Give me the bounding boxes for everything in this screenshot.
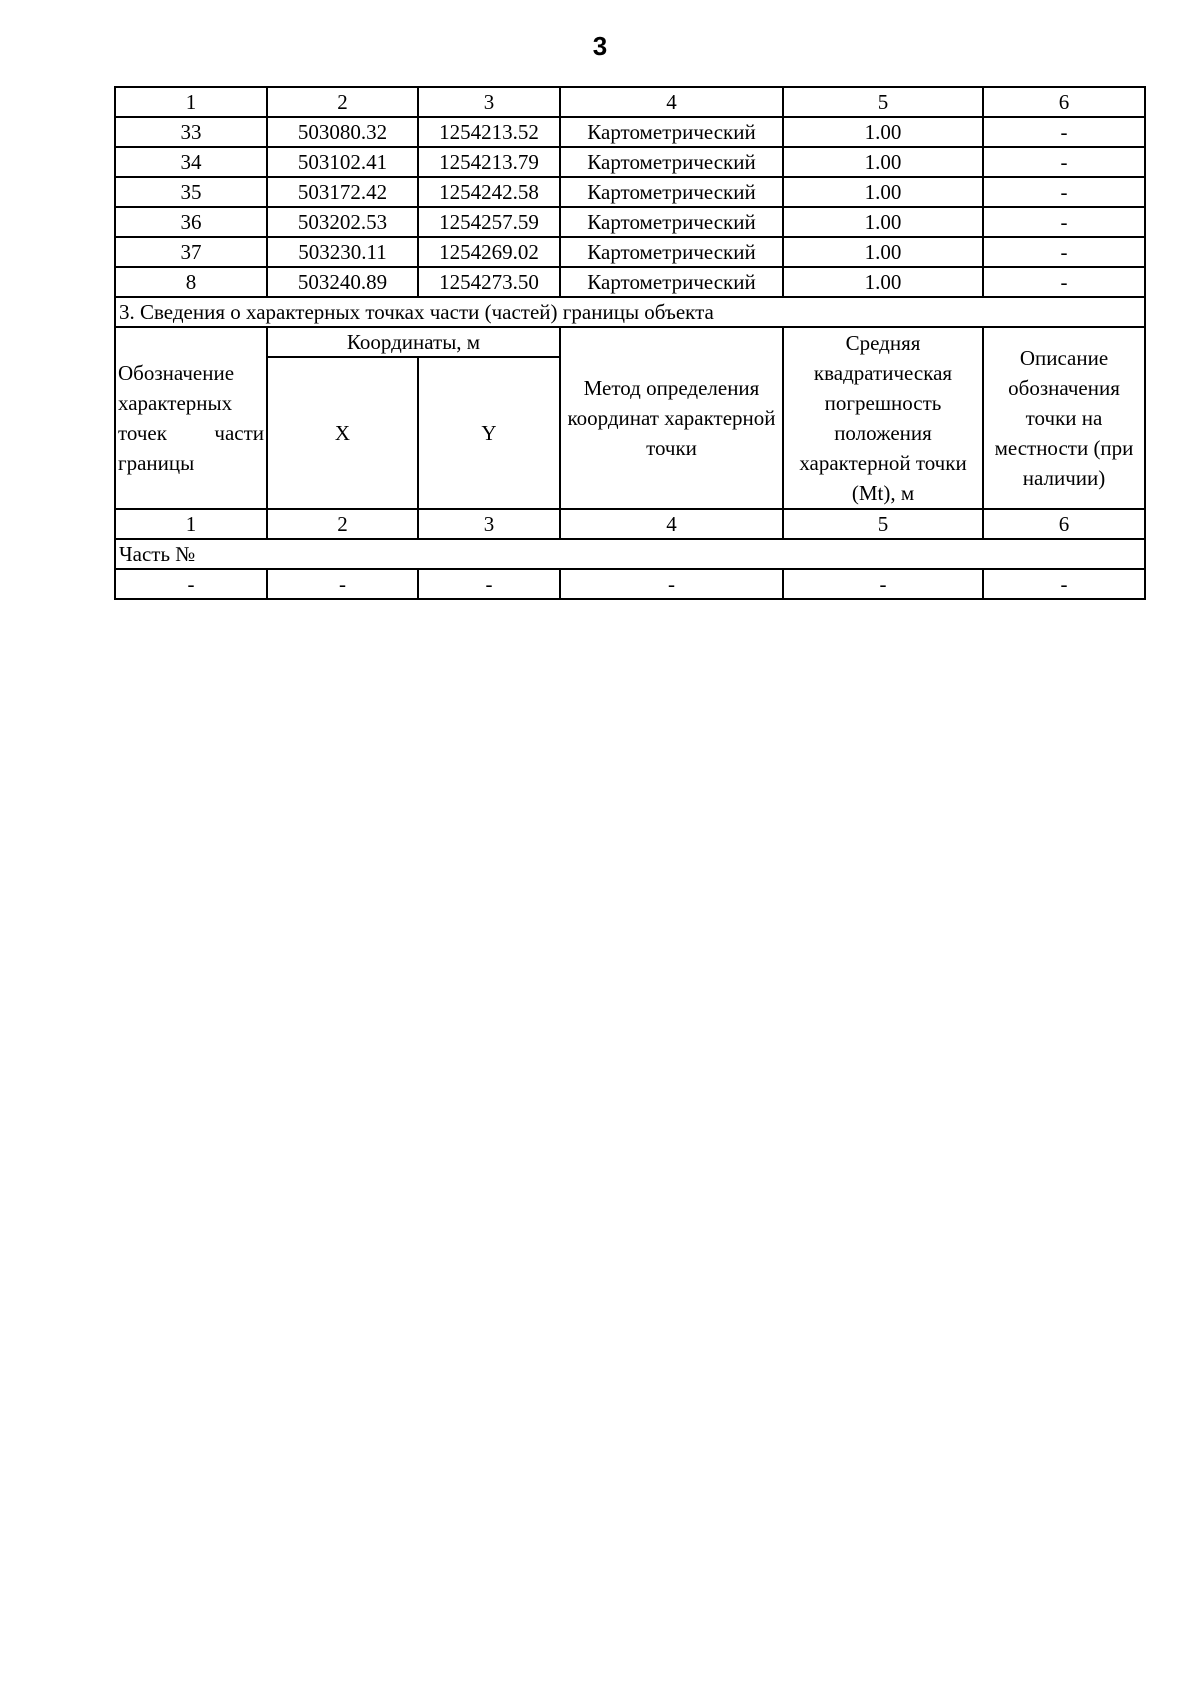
method-cell: Картометрический [560, 267, 783, 297]
description-cell: - [983, 237, 1145, 267]
accuracy-cell: 1.00 [783, 237, 983, 267]
table-row [115, 267, 1145, 297]
table-row [115, 569, 1145, 599]
empty-cell: - [267, 569, 418, 599]
description-cell: - [983, 207, 1145, 237]
column-number: 6 [983, 509, 1145, 539]
column-number: 2 [267, 509, 418, 539]
accuracy-cell: 1.00 [783, 147, 983, 177]
header-coordinates: Координаты, м [267, 327, 560, 357]
point-cell: 33 [115, 117, 267, 147]
column-number: 4 [560, 87, 783, 117]
empty-cell: - [783, 569, 983, 599]
header-x: X [267, 357, 418, 509]
column-numbers-row [115, 87, 1145, 117]
table-row [115, 147, 1145, 177]
section-header-row [115, 327, 1145, 357]
point-cell: 36 [115, 207, 267, 237]
method-cell: Картометрический [560, 117, 783, 147]
boundary-points-table [114, 86, 1146, 600]
y-cell: 1254242.58 [418, 177, 560, 207]
table-row [115, 237, 1145, 267]
empty-cell: - [115, 569, 267, 599]
section-title-row [115, 297, 1145, 327]
x-cell: 503202.53 [267, 207, 418, 237]
method-cell: Картометрический [560, 147, 783, 177]
table-row [115, 117, 1145, 147]
header-y: Y [418, 357, 560, 509]
x-cell: 503240.89 [267, 267, 418, 297]
section-title: 3. Сведения о характерных точках части (частей) границы объекта [115, 297, 1145, 327]
column-number: 3 [418, 87, 560, 117]
description-cell: - [983, 267, 1145, 297]
column-number: 2 [267, 87, 418, 117]
accuracy-cell: 1.00 [783, 177, 983, 207]
column-numbers-row [115, 509, 1145, 539]
empty-cell: - [418, 569, 560, 599]
x-cell: 503172.42 [267, 177, 418, 207]
x-cell: 503102.41 [267, 147, 418, 177]
point-cell: 37 [115, 237, 267, 267]
column-number: 4 [560, 509, 783, 539]
description-cell: - [983, 147, 1145, 177]
header-accuracy: Средняя квадратическая погрешность положения характерной точки (Mt), м [783, 327, 983, 509]
header-method: Метод определения координат характерной точки [560, 327, 783, 509]
method-cell: Картометрический [560, 207, 783, 237]
page-number: 3 [592, 31, 608, 61]
empty-cell: - [560, 569, 783, 599]
accuracy-cell: 1.00 [783, 267, 983, 297]
description-cell: - [983, 177, 1145, 207]
point-cell: 35 [115, 177, 267, 207]
part-label-row [115, 539, 1145, 569]
column-number: 1 [115, 509, 267, 539]
y-cell: 1254213.52 [418, 117, 560, 147]
description-cell: - [983, 117, 1145, 147]
table-row [115, 177, 1145, 207]
empty-cell: - [983, 569, 1145, 599]
column-number: 1 [115, 87, 267, 117]
y-cell: 1254257.59 [418, 207, 560, 237]
column-number: 6 [983, 87, 1145, 117]
part-label: Часть № [115, 539, 1145, 569]
column-number: 3 [418, 509, 560, 539]
column-number: 5 [783, 509, 983, 539]
method-cell: Картометрический [560, 237, 783, 267]
point-cell: 8 [115, 267, 267, 297]
table-row [115, 207, 1145, 237]
y-cell: 1254273.50 [418, 267, 560, 297]
method-cell: Картометрический [560, 177, 783, 207]
x-cell: 503230.11 [267, 237, 418, 267]
point-cell: 34 [115, 147, 267, 177]
accuracy-cell: 1.00 [783, 207, 983, 237]
accuracy-cell: 1.00 [783, 117, 983, 147]
header-description: Описание обозначения точки на местности (при наличии) [983, 327, 1145, 509]
column-number: 5 [783, 87, 983, 117]
header-point-designation: Обозначение характерных точек части границы [115, 327, 267, 509]
y-cell: 1254213.79 [418, 147, 560, 177]
y-cell: 1254269.02 [418, 237, 560, 267]
x-cell: 503080.32 [267, 117, 418, 147]
